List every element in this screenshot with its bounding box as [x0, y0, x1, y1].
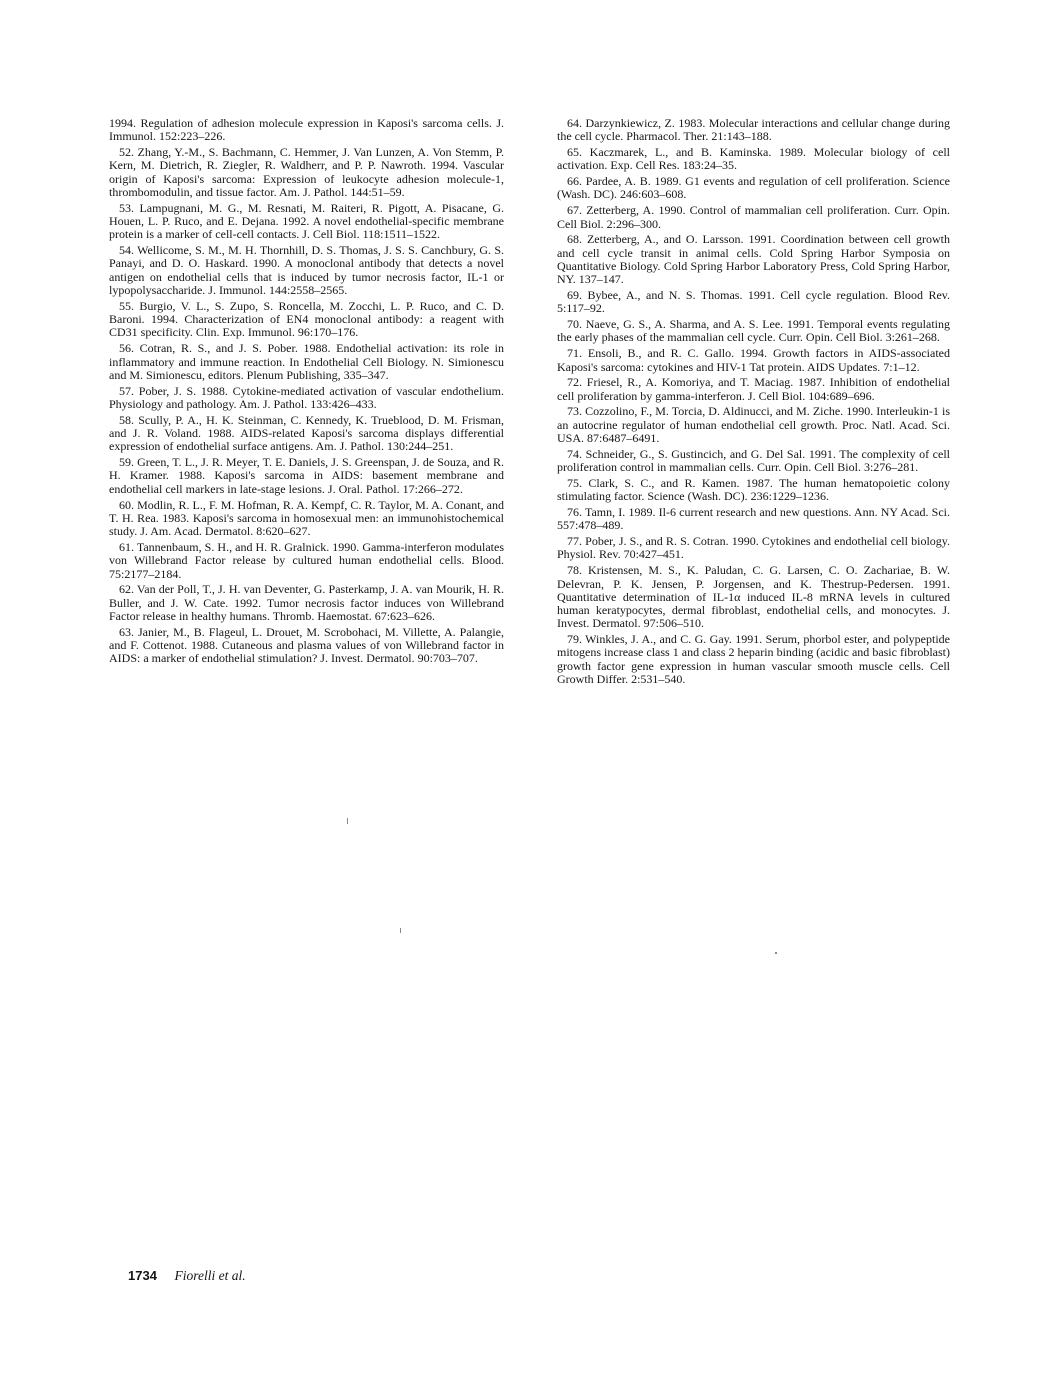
reference-entry: 68. Zetterberg, A., and O. Larsson. 1991. Coordination between cell growth and cell cycle transit in animal cells. Cold Spring Harbor Symposia on Quantitative Biology. Cold Spring Harbor Laboratory Press, Cold Spring Harbor, NY. 137–147.: [557, 232, 950, 287]
reference-entry: 62. Van der Poll, T., J. H. van Deventer, G. Pasterkamp, J. A. van Mourik, H. R. Buller, and J. W. Cate. 1992. Tumor necrosis factor induces von Willebrand Factor release in healthy humans. Thromb. Haemostat. 67:623–626.: [109, 582, 504, 623]
reference-entry: 61. Tannenbaum, S. H., and H. R. Gralnick. 1990. Gamma-interferon modulates von Willebrand Factor release by cultured human endothelial cells. Blood. 75:2177–2184.: [109, 539, 504, 581]
reference-entry: 73. Cozzolino, F., M. Torcia, D. Aldinucci, and M. Ziche. 1990. Interleukin-1 is an autocrine regulator of human endothelial cell growth. Proc. Natl. Acad. Sci. USA. 87:6487–6491.: [557, 404, 950, 446]
reference-entry: 66. Pardee, A. B. 1989. G1 events and regulation of cell proliferation. Science (Wash. DC). 246:603–608.: [557, 174, 950, 202]
reference-entry: 78. Kristensen, M. S., K. Paludan, C. G. Larsen, C. O. Zachariae, B. W. Delevran, P. K. Jensen, P. Jorgensen, and K. Thestrup-Pedersen. 1991. Quantitative determination of IL-1α induced IL-8 mRNA levels in cultured human keratypocytes, dermal fibroblast, endothelial cells, and monocytes. J. Invest. Dermatol. 97:506–510.: [557, 563, 950, 631]
page-number: 1734: [128, 1268, 157, 1283]
reference-entry: 56. Cotran, R. S., and J. S. Pober. 1988. Endothelial activation: its role in inflammatory and immune reaction. In Endothelial Cell Biology. N. Simionescu and M. Simionescu, editors. Plenum Publishing, 335–347.: [109, 341, 504, 382]
references-left-column: [109, 117, 504, 668]
reference-entry: 70. Naeve, G. S., A. Sharma, and A. S. Lee. 1991. Temporal events regulating the early phases of the mammalian cell cycle. Curr. Opin. Cell Biol. 3:261–268.: [557, 317, 950, 345]
reference-entry: 75. Clark, S. C., and R. Kamen. 1987. The human hematopoietic colony stimulating factor. Science (Wash. DC). 236:1229–1236.: [557, 475, 950, 504]
reference-entry: 57. Pober, J. S. 1988. Cytokine-mediated activation of vascular endothelium. Physiology and pathology. Am. J. Pathol. 133:426–433.: [109, 383, 504, 411]
reference-entry: 74. Schneider, G., S. Gustincich, and G. Del Sal. 1991. The complexity of cell proliferation control in mammalian cells. Curr. Opin. Cell Biol. 3:276–281.: [557, 446, 950, 475]
reference-entry: 52. Zhang, Y.-M., S. Bachmann, C. Hemmer, J. Van Lunzen, A. Von Stemm, P. Kern, M. Dietrich, R. Ziegler, R. Waldherr, and P. P. Nawroth. 1994. Vascular origin of Kaposi's sarcoma: Expression of leukocyte adhesion molecule-1, thrombomodulin, and tissue factor. Am. J. Pathol. 144:51–59.: [109, 145, 504, 199]
reference-entry: 79. Winkles, J. A., and C. G. Gay. 1991. Serum, phorbol ester, and polypeptide mitogens increase class 1 and class 2 heparin binding (acidic and basic fibroblast) growth factor gene expression in human vascular smooth muscle cells. Cell Growth Differ. 2:531–540.: [557, 632, 950, 687]
reference-entry: 64. Darzynkiewicz, Z. 1983. Molecular interactions and cellular change during the cell cycle. Pharmacol. Ther. 21:143–188.: [557, 116, 950, 144]
reference-entry: 63. Janier, M., B. Flageul, L. Drouet, M. Scrobohaci, M. Villette, A. Palangie, and F. Cottenot. 1988. Cutaneous and plasma values of von Willebrand factor in AIDS: a marker of endothelial stimulation? J. Invest. Dermatol. 90:703–707.: [109, 624, 504, 666]
running-author: Fiorelli et al.: [174, 1268, 246, 1283]
reference-entry: 77. Pober, J. S., and R. S. Cotran. 1990. Cytokines and endothelial cell biology. Physiol. Rev. 70:427–451.: [557, 534, 950, 562]
scan-speck: [775, 952, 777, 954]
reference-entry: 59. Green, T. L., J. R. Meyer, T. E. Daniels, J. S. Greenspan, J. de Souza, and R. H. Kramer. 1988. Kaposi's sarcoma in AIDS: basement membrane and endothelial cell markers in late-stage lesions. J. Oral. Pathol. 17:266–272.: [109, 455, 504, 496]
references-right-column: [557, 117, 950, 689]
scan-speck: [400, 928, 401, 933]
reference-entry: 69. Bybee, A., and N. S. Thomas. 1991. Cell cycle regulation. Blood Rev. 5:117–92.: [557, 288, 950, 316]
reference-entry: 1994. Regulation of adhesion molecule expression in Kaposi's sarcoma cells. J. Immunol. 152:223–226.: [109, 116, 504, 144]
reference-entry: 65. Kaczmarek, L., and B. Kaminska. 1989. Molecular biology of cell activation. Exp. Cell Res. 183:24–35.: [557, 145, 950, 173]
reference-entry: 54. Wellicome, S. M., M. H. Thornhill, D. S. Thomas, J. S. S. Canchbury, G. S. Panayi, and D. O. Haskard. 1990. A monoclonal antibody that detects a novel antigen on endothelial cells that is induced by tumor necrosis factor, IL-1 or lypopolysaccharide. J. Immunol. 144:2558–2565.: [109, 243, 504, 298]
reference-entry: 60. Modlin, R. L., F. M. Hofman, R. A. Kempf, C. R. Taylor, M. A. Conant, and T. H. Rea. 1983. Kaposi's sarcoma in homosexual men: an immunohistochemical study. J. Am. Acad. Dermatol. 8:620–627.: [109, 497, 504, 539]
reference-entry: 53. Lampugnani, M. G., M. Resnati, M. Raiteri, R. Pigott, A. Pisacane, G. Houen, L. P. Ruco, and E. Dejana. 1992. A novel endothelial-specific membrane protein is a marker of cell-cell contacts. J. Cell Biol. 118:1511–1522.: [109, 200, 504, 242]
page-footer: [128, 1268, 246, 1284]
reference-entry: 58. Scully, P. A., H. K. Steinman, C. Kennedy, K. Trueblood, D. M. Frisman, and J. R. Voland. 1988. AIDS-related Kaposi's sarcoma displays differential expression of endothelial surface antigens. Am. J. Pathol. 130:244–251.: [109, 412, 504, 454]
reference-entry: 55. Burgio, V. L., S. Zupo, S. Roncella, M. Zocchi, L. P. Ruco, and C. D. Baroni. 1994. Characterization of EN4 monoclonal antibody: a reagent with CD31 specificity. Clin. Exp. Immunol. 96:170–176.: [109, 298, 504, 340]
reference-entry: 72. Friesel, R., A. Komoriya, and T. Maciag. 1987. Inhibition of endothelial cell proliferation by gamma-interferon. J. Cell Biol. 104:689–696.: [557, 375, 950, 403]
scan-speck: [347, 818, 348, 824]
reference-entry: 76. Tamn, I. 1989. Il-6 current research and new questions. Ann. NY Acad. Sci. 557:478–489.: [557, 505, 950, 533]
reference-entry: 71. Ensoli, B., and R. C. Gallo. 1994. Growth factors in AIDS-associated Kaposi's sarcoma: cytokines and HIV-1 Tat protein. AIDS Updates. 7:1–12.: [557, 346, 950, 374]
reference-entry: 67. Zetterberg, A. 1990. Control of mammalian cell proliferation. Curr. Opin. Cell Biol. 2:296–300.: [557, 203, 950, 231]
